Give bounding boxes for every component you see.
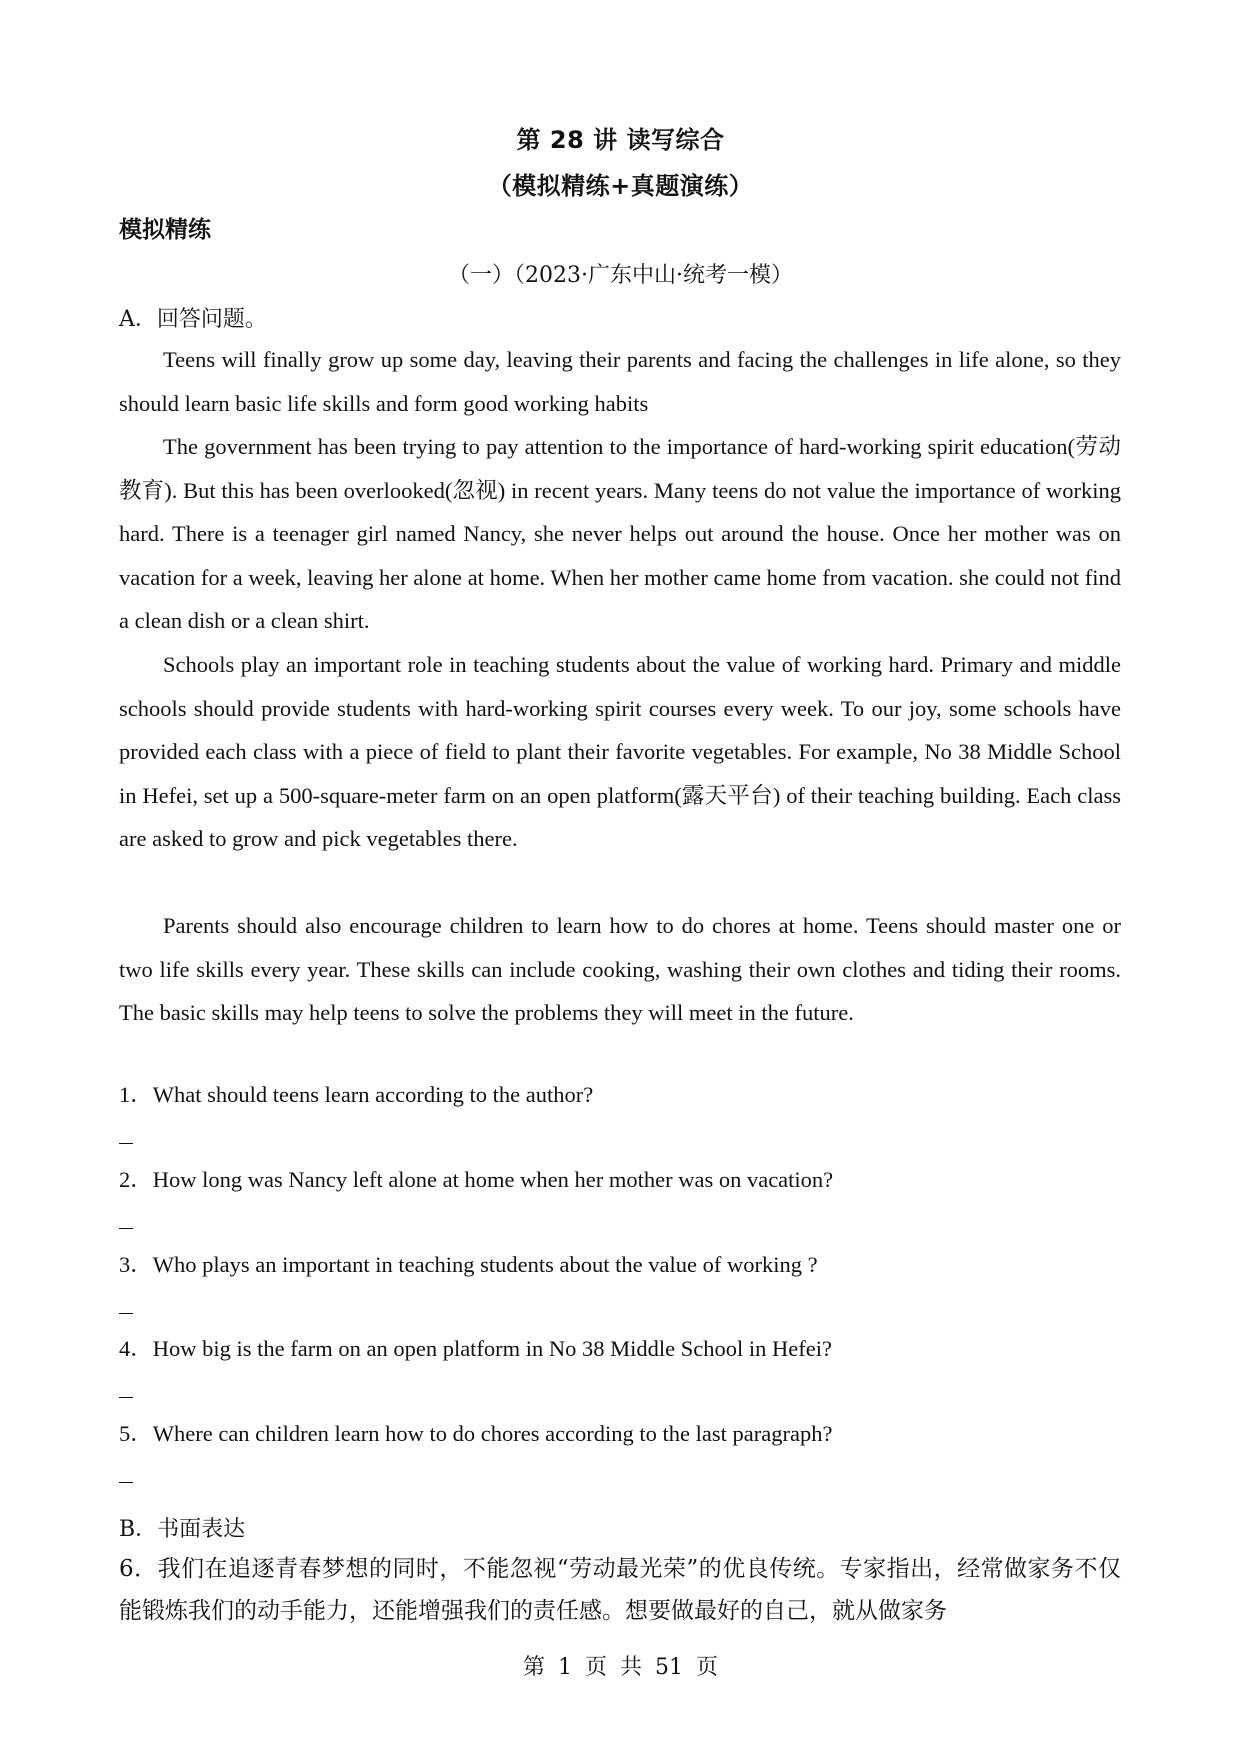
question-4: 4．How big is the farm on an open platform in No 38 Middle School in Hefei? <box>119 1336 832 1361</box>
passage-paragraph: Teens will finally grow up some day, leaving their parents and facing the challenges in life alone, so they should learn basic life skills and form good working habits <box>119 347 1121 416</box>
question-3: 3．Who plays an important in teaching students about the value of working ? <box>119 1252 818 1277</box>
page-footer: 第 1 页 共 51 页 <box>523 1655 718 1680</box>
answer-blank-1[interactable] <box>119 1143 133 1144</box>
section-heading: 模拟精练 <box>119 217 211 243</box>
lecture-subtitle: （模拟精练+真题演练） <box>487 172 754 200</box>
passage-paragraph: Parents should also encourage children to learn how to do chores at home. Teens should master one or two life skills every year. These skills can include cooking, washing their own clothes and tiding their rooms. The basic skills may help teens to solve the problems they will meet in the future. <box>119 913 1121 1025</box>
question-5: 5．Where can children learn how to do chores according to the last paragraph? <box>119 1421 833 1446</box>
part-b-label: B．书面表达 <box>119 1517 246 1542</box>
passage-paragraph: Schools play an important role in teaching students about the value of working hard. Primary and middle schools should provide students with hard-working spirit courses every week. To our joy, some schools have provided each class with a piece of field to plant their favorite vegetables. For example, No 38 Middle School in Hefei, set up a 500-square-meter farm on an open platform(露天平台) of their teaching building. Each class are asked to grow and pick vegetables there. <box>119 652 1121 851</box>
answer-blank-4[interactable] <box>119 1397 133 1398</box>
question-2: 2．How long was Nancy left alone at home when her mother was on vacation? <box>119 1167 834 1192</box>
question-1: 1．What should teens learn according to the author? <box>119 1082 594 1107</box>
lecture-title: 第 28 讲 读写综合 <box>516 126 725 154</box>
writing-prompt: 6．我们在追逐青春梦想的同时，不能忽视“劳动最光荣”的优良传统。专家指出，经常做家务不仅能锻炼我们的动手能力，还能增强我们的责任感。想要做最好的自己，就从做家务 <box>119 1556 1121 1624</box>
passage-paragraph: The government has been trying to pay attention to the importance of hard-working spirit education(劳动教育). But this has been overlooked(忽视) in recent years. Many teens do not value the importance of working hard. There is a teenager girl named Nancy, she never helps out around the house. Once her mother was on vacation for a week, leaving her alone at home. When her mother came home from vacation. she could not find a clean dish or a clean shirt. <box>119 434 1121 633</box>
part-a-label: A．回答问题。 <box>119 307 267 332</box>
answer-blank-3[interactable] <box>119 1313 133 1314</box>
exam-source: （一）（2023·广东中山·统考一模） <box>448 263 793 288</box>
answer-blank-5[interactable] <box>119 1482 133 1483</box>
answer-blank-2[interactable] <box>119 1228 133 1229</box>
